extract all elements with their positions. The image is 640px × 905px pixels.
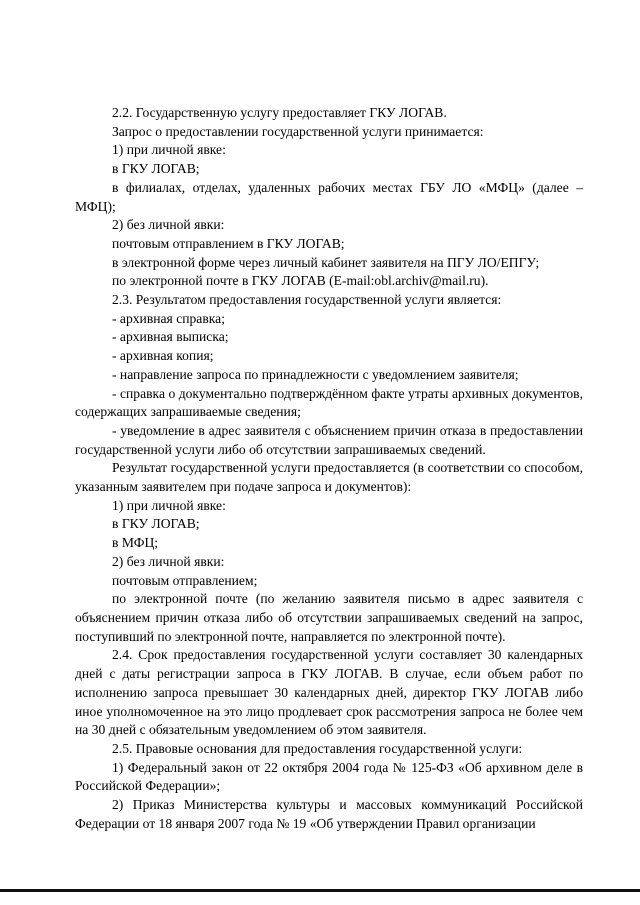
- paragraph-2-4: 2.4. Срок предоставления государственной услуги составляет 30 календарных дней с даты регистрации запроса в ГКУ ЛОГАВ. В случае, если объем работ по исполнению запроса превышает 30 календарных дней, директор ГКУ ЛОГАВ либо иное уполномоченное на это лицо продлевает срок рассмотрения запроса не более чем на 30 дней с обязательным уведомлением об этом заявителя.: [75, 647, 583, 738]
- list-item-mfc-branches: в филиалах, отделах, удаленных рабочих местах ГБУ ЛО «МФЦ» (далее – МФЦ);: [75, 179, 583, 214]
- paragraph-2-5: 2.5. Правовые основания для предоставления государственной услуги:: [112, 740, 523, 756]
- list-item-electronic-form: в электронной форме через личный кабинет заявителя на ПГУ ЛО/ЕПГУ;: [112, 254, 540, 270]
- result-item-loss-certificate: - справка о документально подтверждённом факте утраты архивных документов, содержащих запрашиваемые сведения;: [75, 385, 583, 420]
- legal-basis-item-federal-law: 1) Федеральный закон от 22 октября 2004 года № 125-ФЗ «Об архивном деле в Российской Федерации»;: [75, 759, 583, 794]
- list-item-email: по электронной почте в ГКУ ЛОГАВ (E-mail:obl.archiv@mail.ru).: [112, 273, 489, 289]
- delivery-item-remote: 2) без личной явки:: [112, 553, 225, 569]
- result-item-refusal-notice: - уведомление в адрес заявителя с объяснением причин отказа в предоставлении государственной услуги либо об отсутствии запрашиваемых сведений.: [75, 422, 583, 457]
- result-item-archive-extract: - архивная выписка;: [112, 329, 229, 345]
- paragraph-2-2: 2.2. Государственную услугу предоставляет ГКУ ЛОГАВ.: [112, 105, 447, 120]
- paragraph-2-3: 2.3. Результатом предоставления государственной услуги является:: [112, 292, 502, 308]
- list-item-gku-logav: в ГКУ ЛОГАВ;: [112, 161, 200, 177]
- delivery-item-mfc: в МФЦ;: [112, 535, 159, 551]
- list-item-post: почтовым отправлением в ГКУ ЛОГАВ;: [112, 235, 345, 251]
- document-body: [75, 104, 583, 833]
- paragraph-result-delivery: Результат государственной услуги предоставляется (в соответствии со способом, указанным заявителем при подаче запроса и документов):: [75, 460, 583, 495]
- delivery-item-post: почтовым отправлением;: [112, 572, 258, 588]
- list-item-in-person: 1) при личной явке:: [112, 142, 226, 158]
- paragraph-request-accepted: Запрос о предоставлении государственной услуги принимается:: [112, 123, 484, 139]
- result-item-archive-reference: - архивная справка;: [112, 310, 225, 326]
- list-item-remote: 2) без личной явки:: [112, 217, 225, 233]
- result-item-redirect-request: - направление запроса по принадлежности с уведомлением заявителя;: [112, 366, 519, 382]
- legal-basis-item-ministry-order: 2) Приказ Министерства культуры и массовых коммуникаций Российской Федерации от 18 января 2007 года № 19 «Об утверждении Правил организации: [75, 797, 583, 831]
- delivery-item-gku-logav: в ГКУ ЛОГАВ;: [112, 516, 200, 532]
- delivery-item-email: по электронной почте (по желанию заявителя письмо в адрес заявителя с объяснением причин отказа либо об отсутствии запрашиваемых сведений на запрос, поступивший по электронной почте, направляется по электронной почте).: [75, 591, 583, 644]
- scan-bottom-edge: [0, 889, 640, 892]
- result-item-archive-copy: - архивная копия;: [112, 348, 214, 364]
- delivery-item-in-person: 1) при личной явке:: [112, 497, 226, 513]
